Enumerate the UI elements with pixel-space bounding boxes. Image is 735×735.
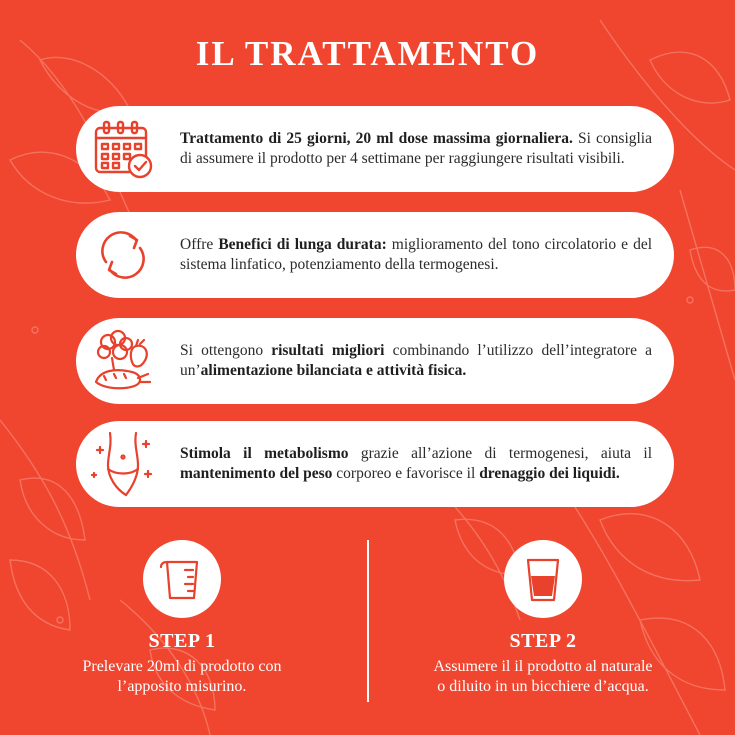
card-text [180, 235, 652, 275]
card-text-regular: corporeo e favorisce il [332, 465, 480, 482]
step-description-line: o diluito in un bicchiere d’acqua. [437, 678, 649, 695]
page-title: IL TRATTAMENTO [195, 34, 540, 73]
step-label: STEP 1 [148, 630, 216, 652]
card-text-bold: Benefici di lunga durata: [218, 236, 387, 253]
card-text-regular: Offre [180, 236, 219, 253]
info-card-metabolism [76, 421, 674, 507]
card-text-regular: grazie all’azione di termogenesi, aiuta il [348, 445, 652, 462]
card-text-bold: alimentazione bilanciata e attività fisica. [200, 362, 467, 379]
step-2 [418, 540, 668, 697]
card-text-bold: mantenimento del peso [180, 465, 333, 482]
step-description [57, 657, 307, 697]
step-1 [57, 540, 307, 697]
info-card-better-results [76, 318, 674, 404]
card-text-regular: Si consiglia di assumere il prodotto per 4 settimane per raggiungere risultati visibili. [180, 130, 652, 167]
step-description-line: l’apposito misurino. [117, 678, 247, 695]
step-description-line: Prelevare 20ml di prodotto con [82, 658, 282, 675]
card-text [180, 341, 652, 381]
water-glass-icon [518, 554, 568, 604]
step-icon-circle [504, 540, 582, 618]
info-card-long-lasting-benefits [76, 212, 674, 298]
card-text-bold: risultati migliori [271, 342, 385, 359]
refresh-cycle-icon [86, 218, 160, 292]
card-text-bold: Stimola il metabolismo [180, 445, 349, 462]
card-text [180, 444, 652, 484]
calendar-check-icon [86, 112, 160, 186]
card-text-regular: Si ottengono [180, 342, 272, 359]
measuring-cup-icon [157, 554, 207, 604]
card-text-bold: drenaggio dei liquidi. [479, 465, 620, 482]
step-divider [367, 540, 369, 702]
step-icon-circle [143, 540, 221, 618]
card-text-regular: miglioramento del tono circolatorio e del sistema linfatico, potenziamento della termogenesi. [180, 236, 652, 273]
card-text [180, 129, 652, 169]
step-description-line: Assumere il il prodotto al naturale [433, 658, 653, 675]
card-text-bold: Trattamento di 25 giorni, 20 ml dose massima giornaliera. [180, 130, 573, 147]
slim-waist-icon [86, 427, 160, 501]
card-text-regular: combinando l’utilizzo dell’integratore a un’ [180, 342, 653, 379]
step-description [418, 657, 668, 697]
vegetables-icon [86, 324, 160, 398]
info-card-treatment-duration [76, 106, 674, 192]
step-label: STEP 2 [509, 630, 577, 652]
